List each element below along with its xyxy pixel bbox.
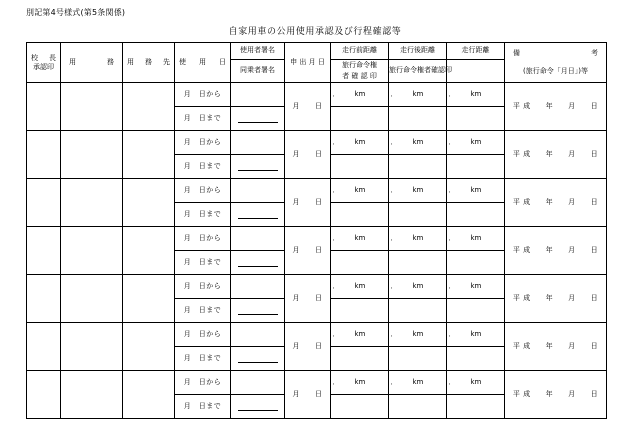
- cell-destination[interactable]: [123, 83, 175, 131]
- header-km-total: 走行距離: [447, 43, 505, 60]
- cell-user-signature[interactable]: [231, 179, 285, 203]
- cell-principal-seal[interactable]: [27, 323, 61, 371]
- cell-order-authority-confirm[interactable]: [389, 107, 447, 131]
- header-principal-seal: 校 長 承認印: [27, 43, 61, 83]
- cell-km-total-blank[interactable]: [447, 155, 505, 179]
- cell-duty[interactable]: [61, 371, 123, 419]
- cell-principal-seal[interactable]: [27, 371, 61, 419]
- cell-km-total-blank[interactable]: [447, 251, 505, 275]
- cell-destination[interactable]: [123, 323, 175, 371]
- cell-order-authority-seal[interactable]: [331, 155, 389, 179]
- header-apply-date: 申 出 月 日: [285, 43, 331, 83]
- cell-user-signature[interactable]: [231, 371, 285, 395]
- cell-user-signature[interactable]: [231, 323, 285, 347]
- table-row: [27, 323, 607, 347]
- cell-principal-seal[interactable]: [27, 227, 61, 275]
- signature-line: [238, 409, 278, 411]
- cell-km-before[interactable]: ． km: [331, 275, 389, 299]
- cell-apply-date[interactable]: 月 日: [285, 275, 331, 323]
- cell-passenger-signature[interactable]: [231, 107, 285, 131]
- cell-km-total-blank[interactable]: [447, 107, 505, 131]
- cell-order-authority-confirm[interactable]: [389, 203, 447, 227]
- cell-passenger-signature[interactable]: [231, 299, 285, 323]
- cell-km-after[interactable]: ． km: [389, 323, 447, 347]
- header-order-authority-seal-line1: 旅行命令権: [331, 60, 389, 72]
- cell-duty[interactable]: [61, 275, 123, 323]
- cell-destination[interactable]: [123, 371, 175, 419]
- approval-table: [26, 42, 607, 419]
- cell-apply-date[interactable]: 月 日: [285, 179, 331, 227]
- cell-duty[interactable]: [61, 131, 123, 179]
- cell-km-before[interactable]: ． km: [331, 371, 389, 395]
- header-use-date: 使 用 日: [175, 43, 231, 83]
- table-row: [27, 227, 607, 251]
- cell-km-total[interactable]: ． km: [447, 371, 505, 395]
- header-destination: 用 務 先: [123, 43, 175, 83]
- cell-date-from[interactable]: 月 日から: [175, 179, 231, 203]
- cell-destination[interactable]: [123, 227, 175, 275]
- cell-user-signature[interactable]: [231, 131, 285, 155]
- cell-km-total[interactable]: ． km: [447, 323, 505, 347]
- signature-line: [238, 217, 278, 219]
- cell-note[interactable]: 平 成 年 月 日: [505, 275, 607, 323]
- header-km-after: 走行後距離: [389, 43, 447, 60]
- cell-order-authority-confirm[interactable]: [389, 347, 447, 371]
- cell-date-to[interactable]: 月 日まで: [175, 155, 231, 179]
- cell-km-total-blank[interactable]: [447, 299, 505, 323]
- cell-passenger-signature[interactable]: [231, 395, 285, 419]
- cell-passenger-signature[interactable]: [231, 155, 285, 179]
- cell-order-authority-confirm[interactable]: [389, 395, 447, 419]
- cell-principal-seal[interactable]: [27, 83, 61, 131]
- cell-km-total[interactable]: ． km: [447, 83, 505, 107]
- header-km-before: 走行前距離: [331, 43, 389, 60]
- cell-principal-seal[interactable]: [27, 131, 61, 179]
- signature-line: [238, 121, 278, 123]
- cell-user-signature[interactable]: [231, 83, 285, 107]
- table-row: [27, 275, 607, 299]
- cell-note[interactable]: 平 成 年 月 日: [505, 227, 607, 275]
- cell-km-total[interactable]: ． km: [447, 275, 505, 299]
- cell-user-signature[interactable]: [231, 227, 285, 251]
- cell-apply-date[interactable]: 月 日: [285, 371, 331, 419]
- table-row: [27, 371, 607, 395]
- cell-date-from[interactable]: 月 日から: [175, 227, 231, 251]
- header-note: 備 考 (旅行命令「月日」)等: [505, 43, 607, 83]
- signature-line: [238, 361, 278, 363]
- cell-date-from[interactable]: 月 日から: [175, 275, 231, 299]
- cell-km-after[interactable]: ． km: [389, 227, 447, 251]
- cell-date-to[interactable]: 月 日まで: [175, 299, 231, 323]
- header-km-total-blank: [447, 60, 505, 83]
- cell-note[interactable]: 平 成 年 月 日: [505, 83, 607, 131]
- cell-apply-date[interactable]: 月 日: [285, 83, 331, 131]
- cell-km-after[interactable]: ． km: [389, 371, 447, 395]
- cell-order-authority-seal[interactable]: [331, 347, 389, 371]
- cell-destination[interactable]: [123, 275, 175, 323]
- cell-order-authority-seal[interactable]: [331, 251, 389, 275]
- cell-order-authority-confirm[interactable]: [389, 299, 447, 323]
- header-passenger-signature: 同乗者署名: [231, 60, 285, 83]
- cell-km-after[interactable]: ． km: [389, 131, 447, 155]
- cell-order-authority-confirm[interactable]: [389, 251, 447, 275]
- cell-principal-seal[interactable]: [27, 179, 61, 227]
- cell-duty[interactable]: [61, 227, 123, 275]
- cell-note[interactable]: 平 成 年 月 日: [505, 323, 607, 371]
- cell-km-before[interactable]: ． km: [331, 227, 389, 251]
- cell-note[interactable]: 平 成 年 月 日: [505, 371, 607, 419]
- table-row: [27, 83, 607, 107]
- header-order-authority-seal-line2: 者 確 認 印: [331, 71, 389, 83]
- cell-km-total-blank[interactable]: [447, 203, 505, 227]
- cell-km-before[interactable]: ． km: [331, 83, 389, 107]
- cell-order-authority-seal[interactable]: [331, 299, 389, 323]
- cell-km-total[interactable]: ． km: [447, 131, 505, 155]
- cell-km-after[interactable]: ． km: [389, 83, 447, 107]
- cell-date-to[interactable]: 月 日まで: [175, 107, 231, 131]
- cell-note[interactable]: 平 成 年 月 日: [505, 179, 607, 227]
- cell-date-to[interactable]: 月 日まで: [175, 203, 231, 227]
- cell-date-from[interactable]: 月 日から: [175, 131, 231, 155]
- cell-order-authority-seal[interactable]: [331, 107, 389, 131]
- document-title: 自家用車の公用使用承認及び行程確認等: [228, 27, 402, 37]
- cell-duty[interactable]: [61, 83, 123, 131]
- cell-date-to[interactable]: 月 日まで: [175, 251, 231, 275]
- cell-date-to[interactable]: 月 日まで: [175, 347, 231, 371]
- cell-apply-date[interactable]: 月 日: [285, 227, 331, 275]
- cell-principal-seal[interactable]: [27, 275, 61, 323]
- header-user-signature: 使用者署名: [231, 43, 285, 60]
- cell-order-authority-seal[interactable]: [331, 203, 389, 227]
- cell-order-authority-confirm[interactable]: [389, 155, 447, 179]
- cell-km-after[interactable]: ． km: [389, 179, 447, 203]
- cell-km-before[interactable]: ． km: [331, 323, 389, 347]
- header-row-1: [27, 43, 607, 60]
- header-order-authority-confirm: 旅行命令権者確認印: [389, 60, 447, 83]
- cell-date-to[interactable]: 月 日まで: [175, 395, 231, 419]
- cell-passenger-signature[interactable]: [231, 347, 285, 371]
- table-row: [27, 179, 607, 203]
- cell-duty[interactable]: [61, 323, 123, 371]
- cell-note[interactable]: 平 成 年 月 日: [505, 131, 607, 179]
- cell-date-from[interactable]: 月 日から: [175, 83, 231, 107]
- cell-apply-date[interactable]: 月 日: [285, 323, 331, 371]
- cell-date-from[interactable]: 月 日から: [175, 371, 231, 395]
- cell-apply-date[interactable]: 月 日: [285, 131, 331, 179]
- cell-km-total-blank[interactable]: [447, 395, 505, 419]
- cell-destination[interactable]: [123, 179, 175, 227]
- form-number: 別記第4号様式(第5条関係): [26, 8, 126, 17]
- cell-km-before[interactable]: ． km: [331, 179, 389, 203]
- cell-duty[interactable]: [61, 179, 123, 227]
- cell-km-total[interactable]: ． km: [447, 227, 505, 251]
- cell-date-from[interactable]: 月 日から: [175, 323, 231, 347]
- signature-line: [238, 313, 278, 315]
- cell-km-after[interactable]: ． km: [389, 275, 447, 299]
- cell-km-total[interactable]: ． km: [447, 179, 505, 203]
- cell-passenger-signature[interactable]: [231, 251, 285, 275]
- cell-passenger-signature[interactable]: [231, 203, 285, 227]
- cell-km-before[interactable]: ． km: [331, 131, 389, 155]
- cell-destination[interactable]: [123, 131, 175, 179]
- cell-user-signature[interactable]: [231, 275, 285, 299]
- table-row: [27, 131, 607, 155]
- signature-line: [238, 169, 278, 171]
- cell-order-authority-seal[interactable]: [331, 395, 389, 419]
- signature-line: [238, 265, 278, 267]
- header-duty: 用 務: [61, 43, 123, 83]
- cell-km-total-blank[interactable]: [447, 347, 505, 371]
